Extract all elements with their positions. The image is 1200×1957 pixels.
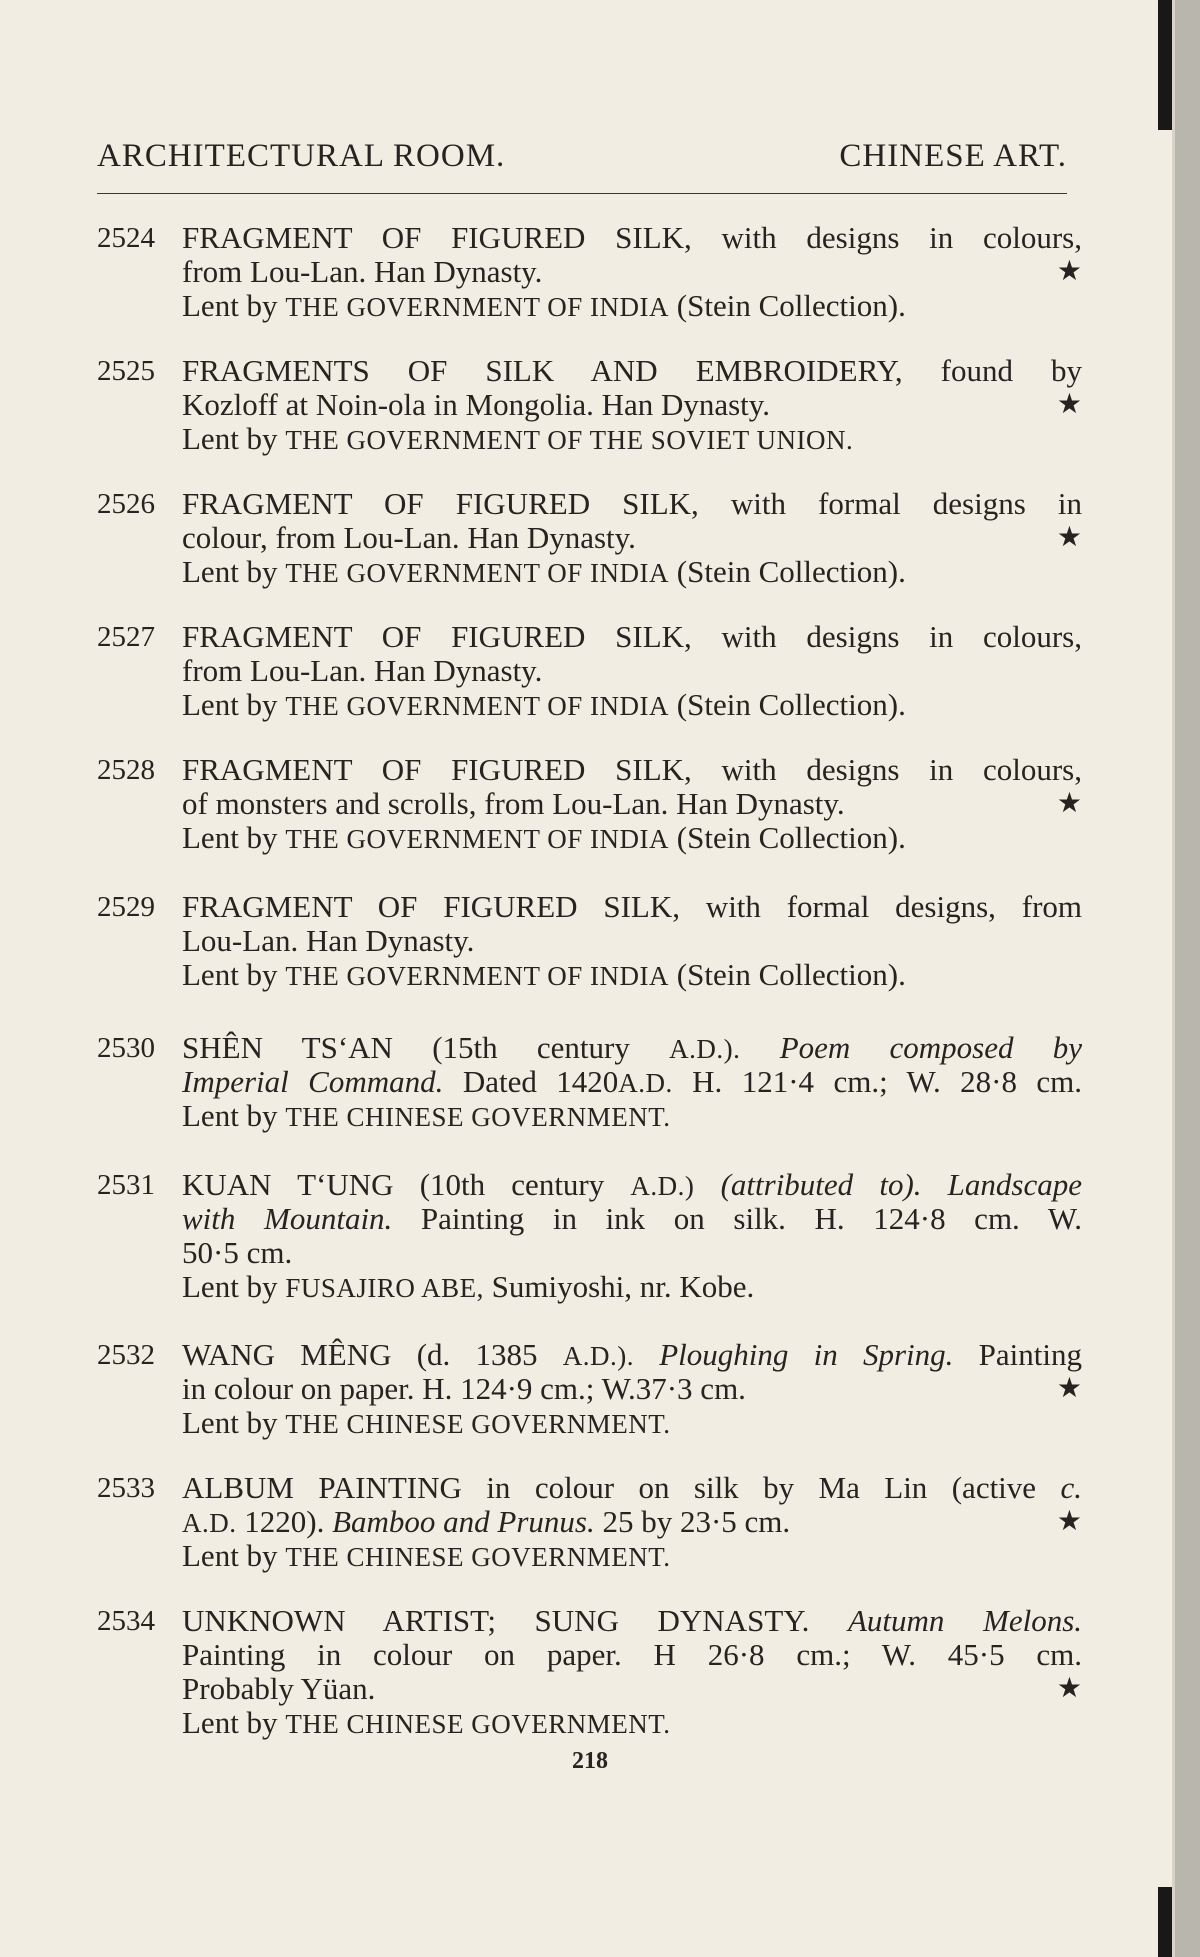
entry-title: UNKNOWN ARTIST; SUNG DYNASTY. Autumn Melons. bbox=[182, 1603, 1083, 1638]
entry-title: KUAN T‘UNG (10th century A.D.) (attributed to). Landscape bbox=[182, 1167, 1082, 1202]
work-title: Poem composed by bbox=[779, 1030, 1083, 1065]
lender-name: THE GOVERNMENT OF INDIA bbox=[285, 824, 670, 854]
entry-description: colour, from Lou-Lan. Han Dynasty. bbox=[182, 520, 636, 555]
running-header bbox=[97, 138, 1067, 175]
entry-lender-line: Lent by THE CHINESE GOVERNMENT. bbox=[182, 1705, 671, 1740]
entry-number: 2534 bbox=[97, 1605, 155, 1637]
entry-title: SHÊN TS‘AN (15th century A.D.). Poem composed by bbox=[182, 1030, 1083, 1065]
star-icon: ★ bbox=[1056, 389, 1082, 420]
entry-description: of monsters and scrolls, from Lou-Lan. Han Dynasty. bbox=[182, 786, 845, 821]
entry-lender-line: Lent by THE GOVERNMENT OF THE SOVIET UNION. bbox=[182, 421, 854, 456]
entry-title: ALBUM PAINTING in colour on silk by Ma Lin (active c. bbox=[182, 1470, 1082, 1505]
star-icon: ★ bbox=[1056, 788, 1082, 819]
star-icon: ★ bbox=[1056, 256, 1082, 287]
entry-number: 2524 bbox=[97, 222, 155, 254]
entry-title: FRAGMENT OF FIGURED SILK, with designs in colours, bbox=[182, 220, 1082, 255]
lender-name: THE GOVERNMENT OF INDIA bbox=[285, 292, 670, 322]
entry-lender-line: Lent by FUSAJIRO ABE, Sumiyoshi, nr. Kobe. bbox=[182, 1269, 755, 1304]
lender-name: THE CHINESE GOVERNMENT. bbox=[285, 1709, 671, 1739]
star-icon: ★ bbox=[1056, 1673, 1082, 1704]
work-title: Landscape bbox=[947, 1167, 1082, 1202]
entry-lender-line: Lent by THE GOVERNMENT OF INDIA (Stein Collection). bbox=[182, 820, 906, 855]
entry-number: 2526 bbox=[97, 488, 155, 520]
star-icon: ★ bbox=[1056, 1506, 1082, 1537]
work-title: with Mountain. bbox=[182, 1201, 393, 1236]
entry-description: Kozloff at Noin-ola in Mongolia. Han Dynasty. bbox=[182, 387, 771, 422]
entry-description: from Lou-Lan. Han Dynasty. bbox=[182, 653, 543, 688]
lender-name: FUSAJIRO ABE, bbox=[285, 1273, 484, 1303]
entry-lender-line: Lent by THE GOVERNMENT OF INDIA (Stein Collection). bbox=[182, 288, 906, 323]
entry-lender-line: Lent by THE GOVERNMENT OF INDIA (Stein Collection). bbox=[182, 554, 906, 589]
entry-number: 2530 bbox=[97, 1032, 155, 1064]
lender-name: THE GOVERNMENT OF INDIA bbox=[285, 961, 670, 991]
lender-name: THE GOVERNMENT OF INDIA bbox=[285, 691, 670, 721]
entry-description: A.D. 1220). Bamboo and Prunus. 25 by 23·5 cm. bbox=[182, 1504, 791, 1539]
page-edge-shadow bbox=[1158, 0, 1172, 130]
entry-number: 2531 bbox=[97, 1169, 155, 1201]
entry-number: 2528 bbox=[97, 754, 155, 786]
entry-description: with Mountain. Painting in ink on silk. H. 124·8 cm. W. bbox=[182, 1201, 1083, 1236]
work-title: Ploughing in Spring. bbox=[659, 1337, 954, 1372]
header-rule bbox=[97, 193, 1067, 194]
header-chapter: CHINESE ART. bbox=[839, 138, 1067, 174]
entry-description: 50·5 cm. bbox=[182, 1235, 293, 1270]
entry-description: Painting in colour on paper. H 26·8 cm.; W. 45·5 cm. bbox=[182, 1637, 1082, 1672]
entry-number: 2532 bbox=[97, 1339, 155, 1371]
entry-title: FRAGMENT OF FIGURED SILK, with formal designs in bbox=[182, 486, 1082, 521]
page-edge-shadow bbox=[1158, 1887, 1172, 1957]
entry-lender-line: Lent by THE GOVERNMENT OF INDIA (Stein Collection). bbox=[182, 957, 906, 992]
lender-name: THE GOVERNMENT OF INDIA bbox=[285, 558, 670, 588]
lender-name: THE GOVERNMENT OF THE SOVIET UNION. bbox=[285, 425, 854, 455]
entry-title: FRAGMENT OF FIGURED SILK, with formal designs, from bbox=[182, 889, 1082, 924]
entry-title: FRAGMENT OF FIGURED SILK, with designs in colours, bbox=[182, 752, 1082, 787]
entry-description: in colour on paper. H. 124·9 cm.; W.37·3 cm. bbox=[182, 1371, 746, 1406]
entry-title: FRAGMENTS OF SILK AND EMBROIDERY, found by bbox=[182, 353, 1082, 388]
lender-name: THE CHINESE GOVERNMENT. bbox=[285, 1409, 671, 1439]
entry-description: from Lou-Lan. Han Dynasty. bbox=[182, 254, 543, 289]
lender-name: THE CHINESE GOVERNMENT. bbox=[285, 1542, 671, 1572]
entry-description: Probably Yüan. bbox=[182, 1671, 376, 1706]
work-title: Imperial Command. bbox=[182, 1064, 444, 1099]
entry-description: Imperial Command. Dated 1420A.D. H. 121·4 cm.; W. 28·8 cm. bbox=[182, 1064, 1082, 1099]
entry-lender-line: Lent by THE GOVERNMENT OF INDIA (Stein Collection). bbox=[182, 687, 906, 722]
entry-lender-line: Lent by THE CHINESE GOVERNMENT. bbox=[182, 1098, 671, 1133]
entry-number: 2529 bbox=[97, 891, 155, 923]
star-icon: ★ bbox=[1056, 522, 1082, 553]
lender-name: THE CHINESE GOVERNMENT. bbox=[285, 1102, 671, 1132]
star-icon: ★ bbox=[1056, 1373, 1082, 1404]
work-title: Bamboo and Prunus. bbox=[332, 1504, 595, 1539]
entry-number: 2525 bbox=[97, 355, 155, 387]
entry-description: Lou-Lan. Han Dynasty. bbox=[182, 923, 475, 958]
entry-lender-line: Lent by THE CHINESE GOVERNMENT. bbox=[182, 1538, 671, 1573]
entry-number: 2533 bbox=[97, 1472, 155, 1504]
entry-title: FRAGMENT OF FIGURED SILK, with designs in colours, bbox=[182, 619, 1082, 654]
header-section: ARCHITECTURAL ROOM. bbox=[97, 138, 506, 174]
entry-number: 2527 bbox=[97, 621, 155, 653]
entry-title: WANG MÊNG (d. 1385 A.D.). Ploughing in Spring. Painting bbox=[182, 1337, 1082, 1372]
page-number: 218 bbox=[572, 1748, 608, 1774]
work-title: Autumn Melons. bbox=[847, 1603, 1083, 1638]
entry-lender-line: Lent by THE CHINESE GOVERNMENT. bbox=[182, 1405, 671, 1440]
